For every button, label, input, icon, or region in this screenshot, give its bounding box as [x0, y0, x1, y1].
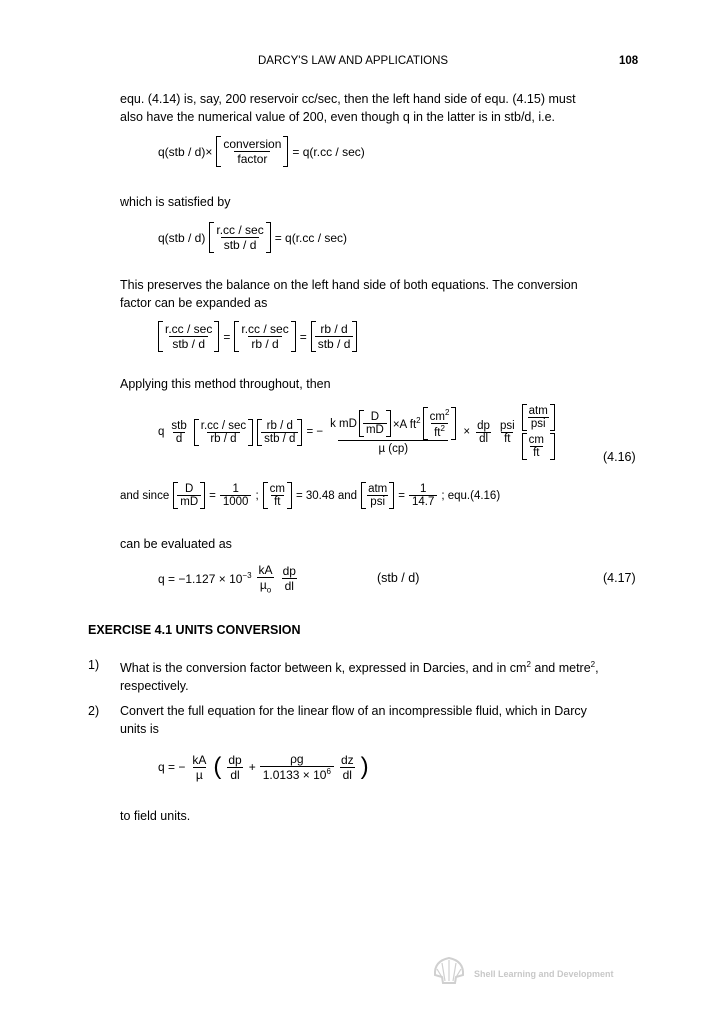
- eq417-label: (4.17): [603, 571, 636, 585]
- eq417-exp: −3: [242, 571, 252, 581]
- eq416-ft-sq: 2: [440, 424, 445, 433]
- q1-line1c: ,: [595, 661, 599, 676]
- eq416-b2-num: rb / d: [266, 419, 293, 432]
- ex-eq-rho: ρg: [290, 752, 304, 766]
- eq417-kA: kA: [258, 563, 273, 577]
- paragraph-1-line-1: equ. (4.14) is, say, 200 reservoir cc/sec, then the left hand side of equ. (4.15) must: [120, 92, 576, 106]
- ex-eq-dz: dz: [340, 752, 354, 767]
- eq3-equals-2: =: [299, 329, 307, 344]
- q1-line1b: and metre: [530, 661, 591, 676]
- eq3-f3-num: rb / d: [320, 322, 348, 336]
- ex-eq-lhs: q = −: [158, 760, 186, 774]
- eq416-psiD: psi: [528, 417, 549, 430]
- eq416-mu: µ (cp): [338, 440, 448, 457]
- ex-eq-mu: µ: [193, 767, 206, 782]
- eq416-b2-den: stb / d: [261, 432, 298, 445]
- eq416-xA: ×A ft: [392, 418, 417, 431]
- equation-2: [158, 222, 347, 253]
- ex-eq-kA: kA: [192, 752, 207, 767]
- since-eq: =: [209, 489, 216, 502]
- since-30-48: = 30.48 and: [295, 489, 358, 502]
- eq416-ft: ft: [434, 426, 441, 439]
- eq416-mD: mD: [363, 423, 387, 436]
- paragraph-3-line-1: This preserves the balance on the left hand side of both equations. The conversion: [120, 278, 578, 292]
- since-eq-2: =: [398, 489, 405, 502]
- eq3-f2-den: rb / d: [248, 336, 281, 351]
- eq416-atm: atm: [528, 405, 548, 417]
- eq416-ftD: ft: [530, 446, 542, 459]
- eq417-units: (stb / d): [377, 571, 420, 585]
- eq2-num: r.cc / sec: [216, 223, 264, 237]
- eq416-times: ×: [463, 426, 471, 438]
- q1-metre-sq: 2: [590, 660, 596, 669]
- eq416-label: (4.16): [603, 450, 636, 464]
- equation-4-17: [158, 563, 299, 594]
- paragraph-1-line-2: also have the numerical value of 200, even though q in the latter is in stb/d, i.e.: [120, 110, 555, 124]
- since-atm: atm: [368, 483, 388, 495]
- exercise-q2-number: 2): [88, 704, 100, 718]
- eq416-stb: stb: [171, 419, 187, 432]
- exercise-equation: q = − $\frac{kA}{\text{µ}}$ ( $\frac{dp}{dl}$ + $\frac{\rho g}{1.0133 \times 10^6}$ $\frac{dz}{dl}$ ): [158, 752, 369, 782]
- equation-4-16: [158, 404, 555, 460]
- eq416-sq: 2: [416, 416, 421, 426]
- since-1000: 1000: [220, 495, 252, 508]
- since-cm: cm: [269, 483, 285, 495]
- exercise-tail: to field units.: [120, 809, 191, 823]
- eq1-den: factor: [234, 151, 270, 166]
- q2-line1: Convert the full equation for the linear flow of an incompressible fluid, which in Darcy: [120, 704, 587, 718]
- paragraph-2: which is satisfied by: [120, 195, 231, 209]
- and-since-text: and since: [120, 489, 170, 502]
- since-psi: psi: [367, 495, 388, 508]
- ex-eq-dl2: dl: [340, 767, 355, 782]
- eq417-lhs: q = −1.127 × 10: [158, 572, 243, 587]
- eq417-mu-sub: o: [266, 585, 272, 595]
- eq416-q: q: [158, 426, 165, 438]
- eq417-dp: dp: [282, 564, 296, 579]
- q2-line2: units is: [120, 722, 159, 736]
- eq417-mu: µ: [259, 578, 267, 592]
- since-tail: ; equ.(4.16): [441, 489, 501, 502]
- eq417-dl: dl: [282, 578, 297, 593]
- eq416-b1-num: r.cc / sec: [200, 419, 247, 432]
- ex-eq-exp: 6: [326, 767, 331, 776]
- page-number: 108: [619, 55, 639, 67]
- eq1-rhs: = q(r.cc / sec): [292, 144, 365, 159]
- footer-brand: Shell Learning and Development: [474, 969, 614, 979]
- eq3-f2-num: r.cc / sec: [241, 322, 289, 336]
- eq416-kmd: k mD: [330, 417, 357, 430]
- exercise-q2: [120, 702, 587, 738]
- paragraph-4: Applying this method throughout, then: [120, 377, 331, 391]
- eq416-D: D: [370, 411, 380, 423]
- since-one-2: 1: [419, 483, 427, 495]
- since-ft: ft: [271, 495, 283, 508]
- eq416-cm-sq: 2: [444, 408, 450, 418]
- paragraph-1: [120, 90, 576, 126]
- and-since-line: and since $\frac{D}{mD}$ = $\frac{1}{1000}$ ; $\frac{cm}{ft}$ = 30.48 and $\frac{\text{atm}}{\text{psi}}$ = $\frac{1}{14.7}$ ; equ.(4.16): [120, 483, 501, 508]
- eq2-den: stb / d: [221, 237, 260, 252]
- eq416-ft2: ft: [501, 432, 513, 445]
- shell-logo-icon: [432, 955, 466, 987]
- since-14-7: 14.7: [409, 495, 437, 508]
- ex-eq-plus: +: [248, 760, 256, 774]
- eq2-rhs: = q(r.cc / sec): [274, 230, 348, 245]
- since-one: 1: [232, 483, 239, 495]
- paragraph-3-line-2: factor can be expanded as: [120, 296, 268, 310]
- footer-logo: [432, 955, 466, 990]
- eq416-cm: cm: [429, 411, 445, 423]
- eq416-dp: dp: [477, 419, 490, 432]
- eq416-cmN: cm: [528, 434, 544, 446]
- since-D: D: [185, 483, 194, 495]
- ex-eq-dl: dl: [227, 767, 242, 782]
- eq416-b1-den: rb / d: [207, 432, 239, 445]
- eq3-f1-den: stb / d: [169, 336, 208, 351]
- eq1-num: conversion: [223, 137, 282, 151]
- paragraph-3: [120, 276, 578, 312]
- eq416-equals: = −: [306, 426, 324, 438]
- running-header: DARCY'S LAW AND APPLICATIONS: [258, 55, 449, 67]
- paragraph-5: can be evaluated as: [120, 537, 232, 551]
- exercise-title: EXERCISE 4.1 UNITS CONVERSION: [88, 623, 301, 637]
- q1-line1: What is the conversion factor between k, expressed in Darcies, and in cm: [120, 661, 527, 676]
- exercise-q1-number: 1): [88, 658, 100, 672]
- eq1-lhs: q(stb / d)×: [158, 144, 213, 159]
- eq416-psi: psi: [499, 419, 515, 432]
- eq416-dl: dl: [476, 432, 491, 445]
- q1-cm-sq: 2: [526, 660, 531, 669]
- since-mD: mD: [177, 495, 201, 508]
- eq2-lhs: q(stb / d): [158, 230, 206, 245]
- exercise-q1: [120, 656, 599, 695]
- equation-1: [158, 136, 365, 167]
- q1-line2: respectively.: [120, 679, 189, 694]
- ex-eq-dp: dp: [228, 752, 242, 767]
- eq416-d: d: [173, 432, 185, 445]
- ex-eq-den: 1.0133 × 10: [262, 768, 327, 782]
- equation-3: [158, 321, 357, 352]
- eq3-equals: =: [223, 329, 231, 344]
- eq3-f3-den: stb / d: [315, 336, 354, 351]
- eq3-f1-num: r.cc / sec: [165, 322, 213, 336]
